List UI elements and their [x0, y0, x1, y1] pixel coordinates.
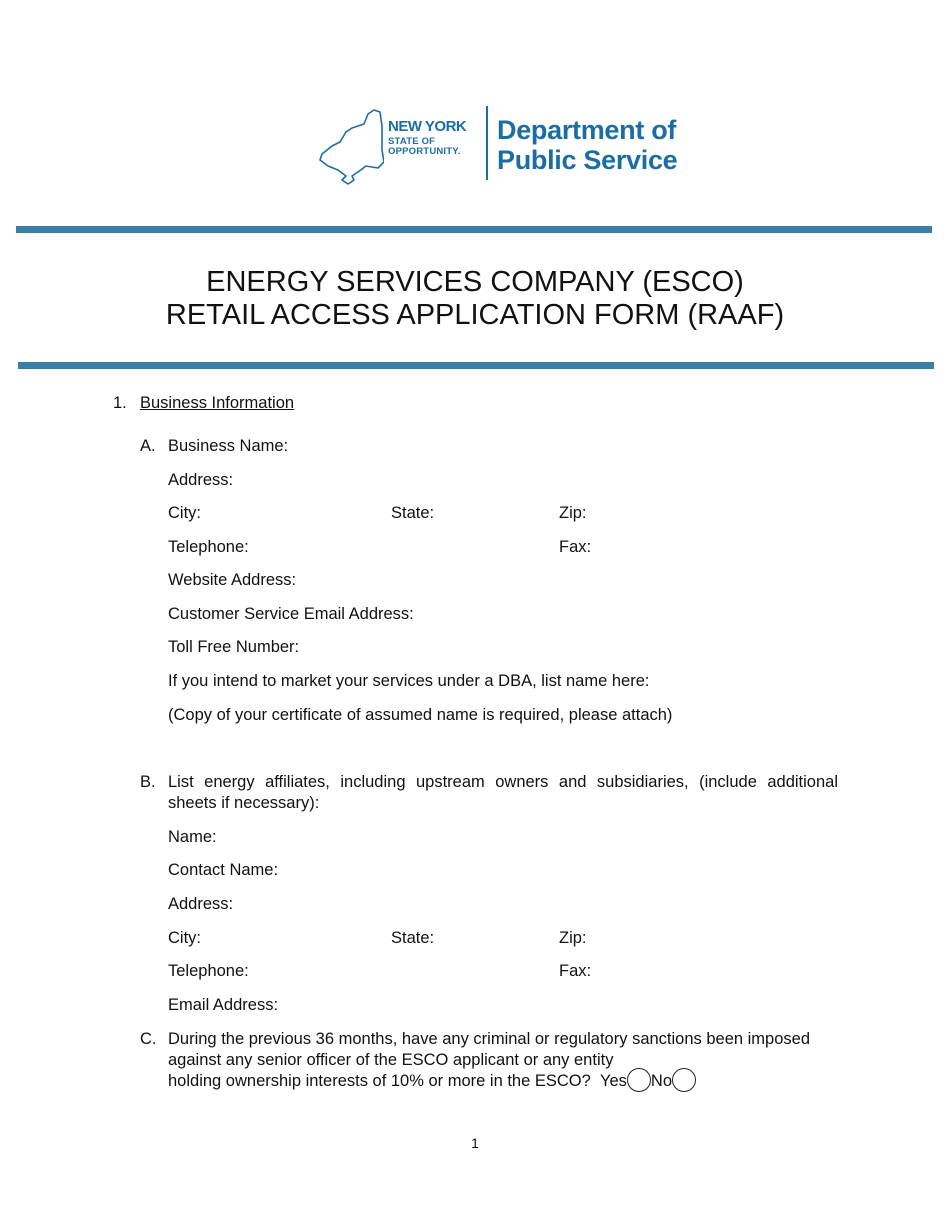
affiliate-name-label: Name: [168, 828, 217, 846]
affiliates-intro: List energy affiliates, including upstream owners and subsidiaries, (include additional sheets if necessary): [168, 773, 838, 812]
logo-opportunity-text: OPPORTUNITY. [388, 146, 461, 157]
logo-dept-line1: Department of [497, 115, 677, 145]
logo-dept-line2: Public Service [497, 145, 678, 175]
section-number: 1. [113, 394, 127, 412]
toll-free-label: Toll Free Number: [168, 638, 300, 656]
new-york-state-outline-icon [318, 106, 384, 186]
yes-label: Yes [599, 1072, 627, 1090]
page-number: 1 [471, 1135, 479, 1151]
form-title-line2: RETAIL ACCESS APPLICATION FORM (RAAF) [165, 299, 785, 331]
yes-radio[interactable] [627, 1068, 651, 1092]
bottom-divider-bar [18, 362, 934, 369]
part-a-letter: A. [140, 437, 156, 455]
cs-email-label: Customer Service Email Address: [168, 605, 414, 623]
logo-ny-text: NEW YORK [388, 118, 467, 135]
logo-state-of-text: STATE OF [388, 136, 436, 147]
no-label: No [650, 1072, 672, 1090]
fax-label: Fax: [559, 538, 592, 556]
zip-label: Zip: [559, 504, 587, 522]
affiliate-fax-label: Fax: [559, 962, 592, 980]
part-b-letter: B. [140, 773, 156, 791]
section-title: Business Information [140, 394, 295, 412]
dps-logo [318, 104, 688, 186]
affiliate-email-label: Email Address: [168, 996, 279, 1014]
logo-divider [486, 106, 488, 180]
dba-label: If you intend to market your services under a DBA, list name here: [168, 672, 650, 690]
city-label: City: [168, 504, 201, 522]
telephone-label: Telephone: [168, 538, 249, 556]
contact-name-label: Contact Name: [168, 861, 279, 879]
part-c-letter: C. [140, 1030, 157, 1048]
sanctions-question-line2: against any senior officer of the ESCO applicant or any entity [168, 1051, 614, 1069]
form-title-line1: ENERGY SERVICES COMPANY (ESCO) [206, 266, 744, 298]
affiliate-zip-label: Zip: [559, 929, 587, 947]
affiliate-city-label: City: [168, 929, 201, 947]
sanctions-question-line3 [168, 1071, 696, 1092]
top-divider-bar [16, 226, 932, 233]
address-label: Address: [168, 471, 234, 489]
affiliate-address-label: Address: [168, 895, 234, 913]
dba-note: (Copy of your certificate of assumed name is required, please attach) [168, 706, 673, 724]
website-label: Website Address: [168, 571, 297, 589]
business-name-label: Business Name: [168, 437, 289, 455]
no-radio[interactable] [672, 1068, 696, 1092]
sanctions-question-line1: During the previous 36 months, have any criminal or regulatory sanctions been imposed [168, 1030, 811, 1048]
sanctions-question-line3-text: holding ownership interests of 10% or more in the ESCO? [168, 1072, 591, 1090]
affiliate-state-label: State: [391, 929, 435, 947]
affiliate-telephone-label: Telephone: [168, 962, 249, 980]
state-label: State: [391, 504, 435, 522]
